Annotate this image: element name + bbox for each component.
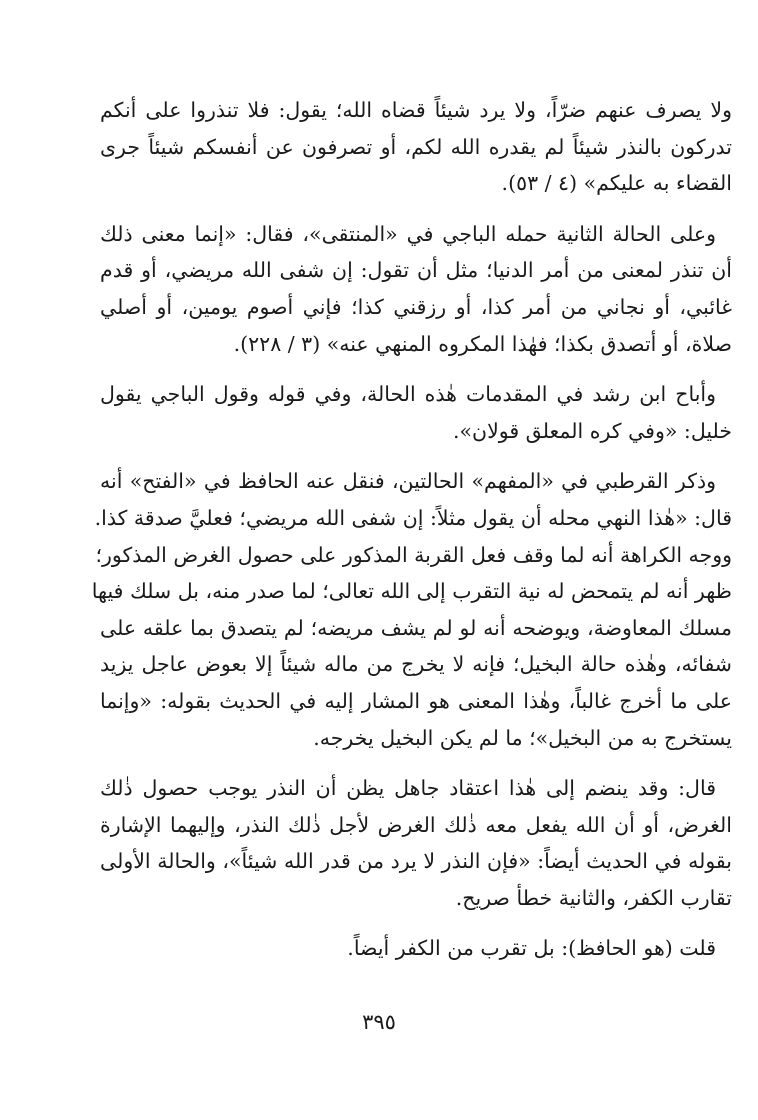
paragraph-1 bbox=[100, 92, 732, 202]
paragraph-4 bbox=[91, 463, 732, 756]
text-line: يستخرج به من البخيل»؛ ما لم يكن البخيل يخرجه. bbox=[313, 725, 732, 750]
paragraph-2 bbox=[100, 216, 732, 362]
page-body bbox=[91, 92, 732, 981]
text-line: قال: «هٰذا النهي محله أن يقول مثلاً: إن شفى الله مريضي؛ فعليَّ صدقة كذا. bbox=[94, 505, 732, 530]
text-line: القضاء به عليكم» (٤ / ٥٣). bbox=[501, 171, 732, 196]
text-line: ولا يصرف عنهم ضرّاً، ولا يرد شيئاً قضاه الله؛ يقول: فلا تنذروا على أنكم bbox=[100, 98, 732, 122]
text-line: قلت (هو الحافظ): بل تقرب من الكفر أيضاً. bbox=[347, 936, 716, 961]
paragraph-6 bbox=[100, 930, 732, 967]
text-line: وعلى الحالة الثانية حمله الباجي في «المنتقى»، فقال: «إنما معنى ذلك bbox=[100, 221, 716, 246]
text-line: الغرض، أو أن الله يفعل معه ذٰلك الغرض لأجل ذٰلك النذر، وإليهما الإشارة bbox=[100, 812, 732, 837]
text-line: وأباح ابن رشد في المقدمات هٰذه الحالة، وفي قوله وقول الباجي يقول bbox=[100, 382, 716, 407]
paragraph-5 bbox=[100, 770, 732, 916]
text-line: تقارب الكفر، والثانية خطأ صريح. bbox=[455, 885, 732, 910]
text-line: بقوله في الحديث أيضاً: «فإن النذر لا يرد من قدر الله شيئاً»، والحالة الأولى bbox=[100, 849, 732, 874]
paragraph-3 bbox=[100, 376, 732, 449]
text-line: ظهر أنه لم يتمحض له نية التقرب إلى الله تعالى؛ لما صدر منه، بل سلك فيها bbox=[91, 579, 732, 604]
text-line: أن تنذر لمعنى من أمر الدنيا؛ مثل أن تقول: إن شفى الله مريضي، أو قدم bbox=[100, 258, 732, 283]
text-line: صلاة، أو أتصدق بكذا؛ فهٰذا المكروه المنهي عنه» (٣ / ٢٢٨). bbox=[233, 331, 732, 356]
text-line: على ما أخرج غالباً، وهٰذا المعنى هو المشار إليه في الحديث بقوله: «وإنما bbox=[100, 688, 732, 713]
text-line: غائبي، أو نجاني من أمر كذا، أو رزقني كذا؛ فإني أصوم يومين، أو أصلي bbox=[100, 294, 732, 319]
text-line: مسلك المعاوضة، ويوضحه أنه لو لم يشف مريضه؛ لم يتصدق بما علقه على bbox=[100, 615, 732, 640]
text-line: قال: وقد ينضم إلى هٰذا اعتقاد جاهل يظن أن النذر يوجب حصول ذٰلك bbox=[100, 776, 716, 801]
text-line: وذكر القرطبي في «المفهم» الحالتين، فنقل عنه الحافظ في «الفتح» أنه bbox=[100, 469, 716, 494]
text-line: تدركون بالنذر شيئاً لم يقدره الله لكم، أو تصرفون عن أنفسكم شيئاً جرى bbox=[100, 134, 732, 159]
page-number: ٣٩٥ bbox=[362, 1010, 396, 1034]
text-line: خليل: «وفي كره المعلق قولان». bbox=[452, 418, 732, 443]
text-line: ووجه الكراهة أنه لما وقف فعل القربة المذكور على حصول الغرض المذكور؛ bbox=[95, 542, 732, 567]
text-line: شفائه، وهٰذه حالة البخيل؛ فإنه لا يخرج من ماله شيئاً إلا بعوض عاجل يزيد bbox=[100, 652, 732, 677]
